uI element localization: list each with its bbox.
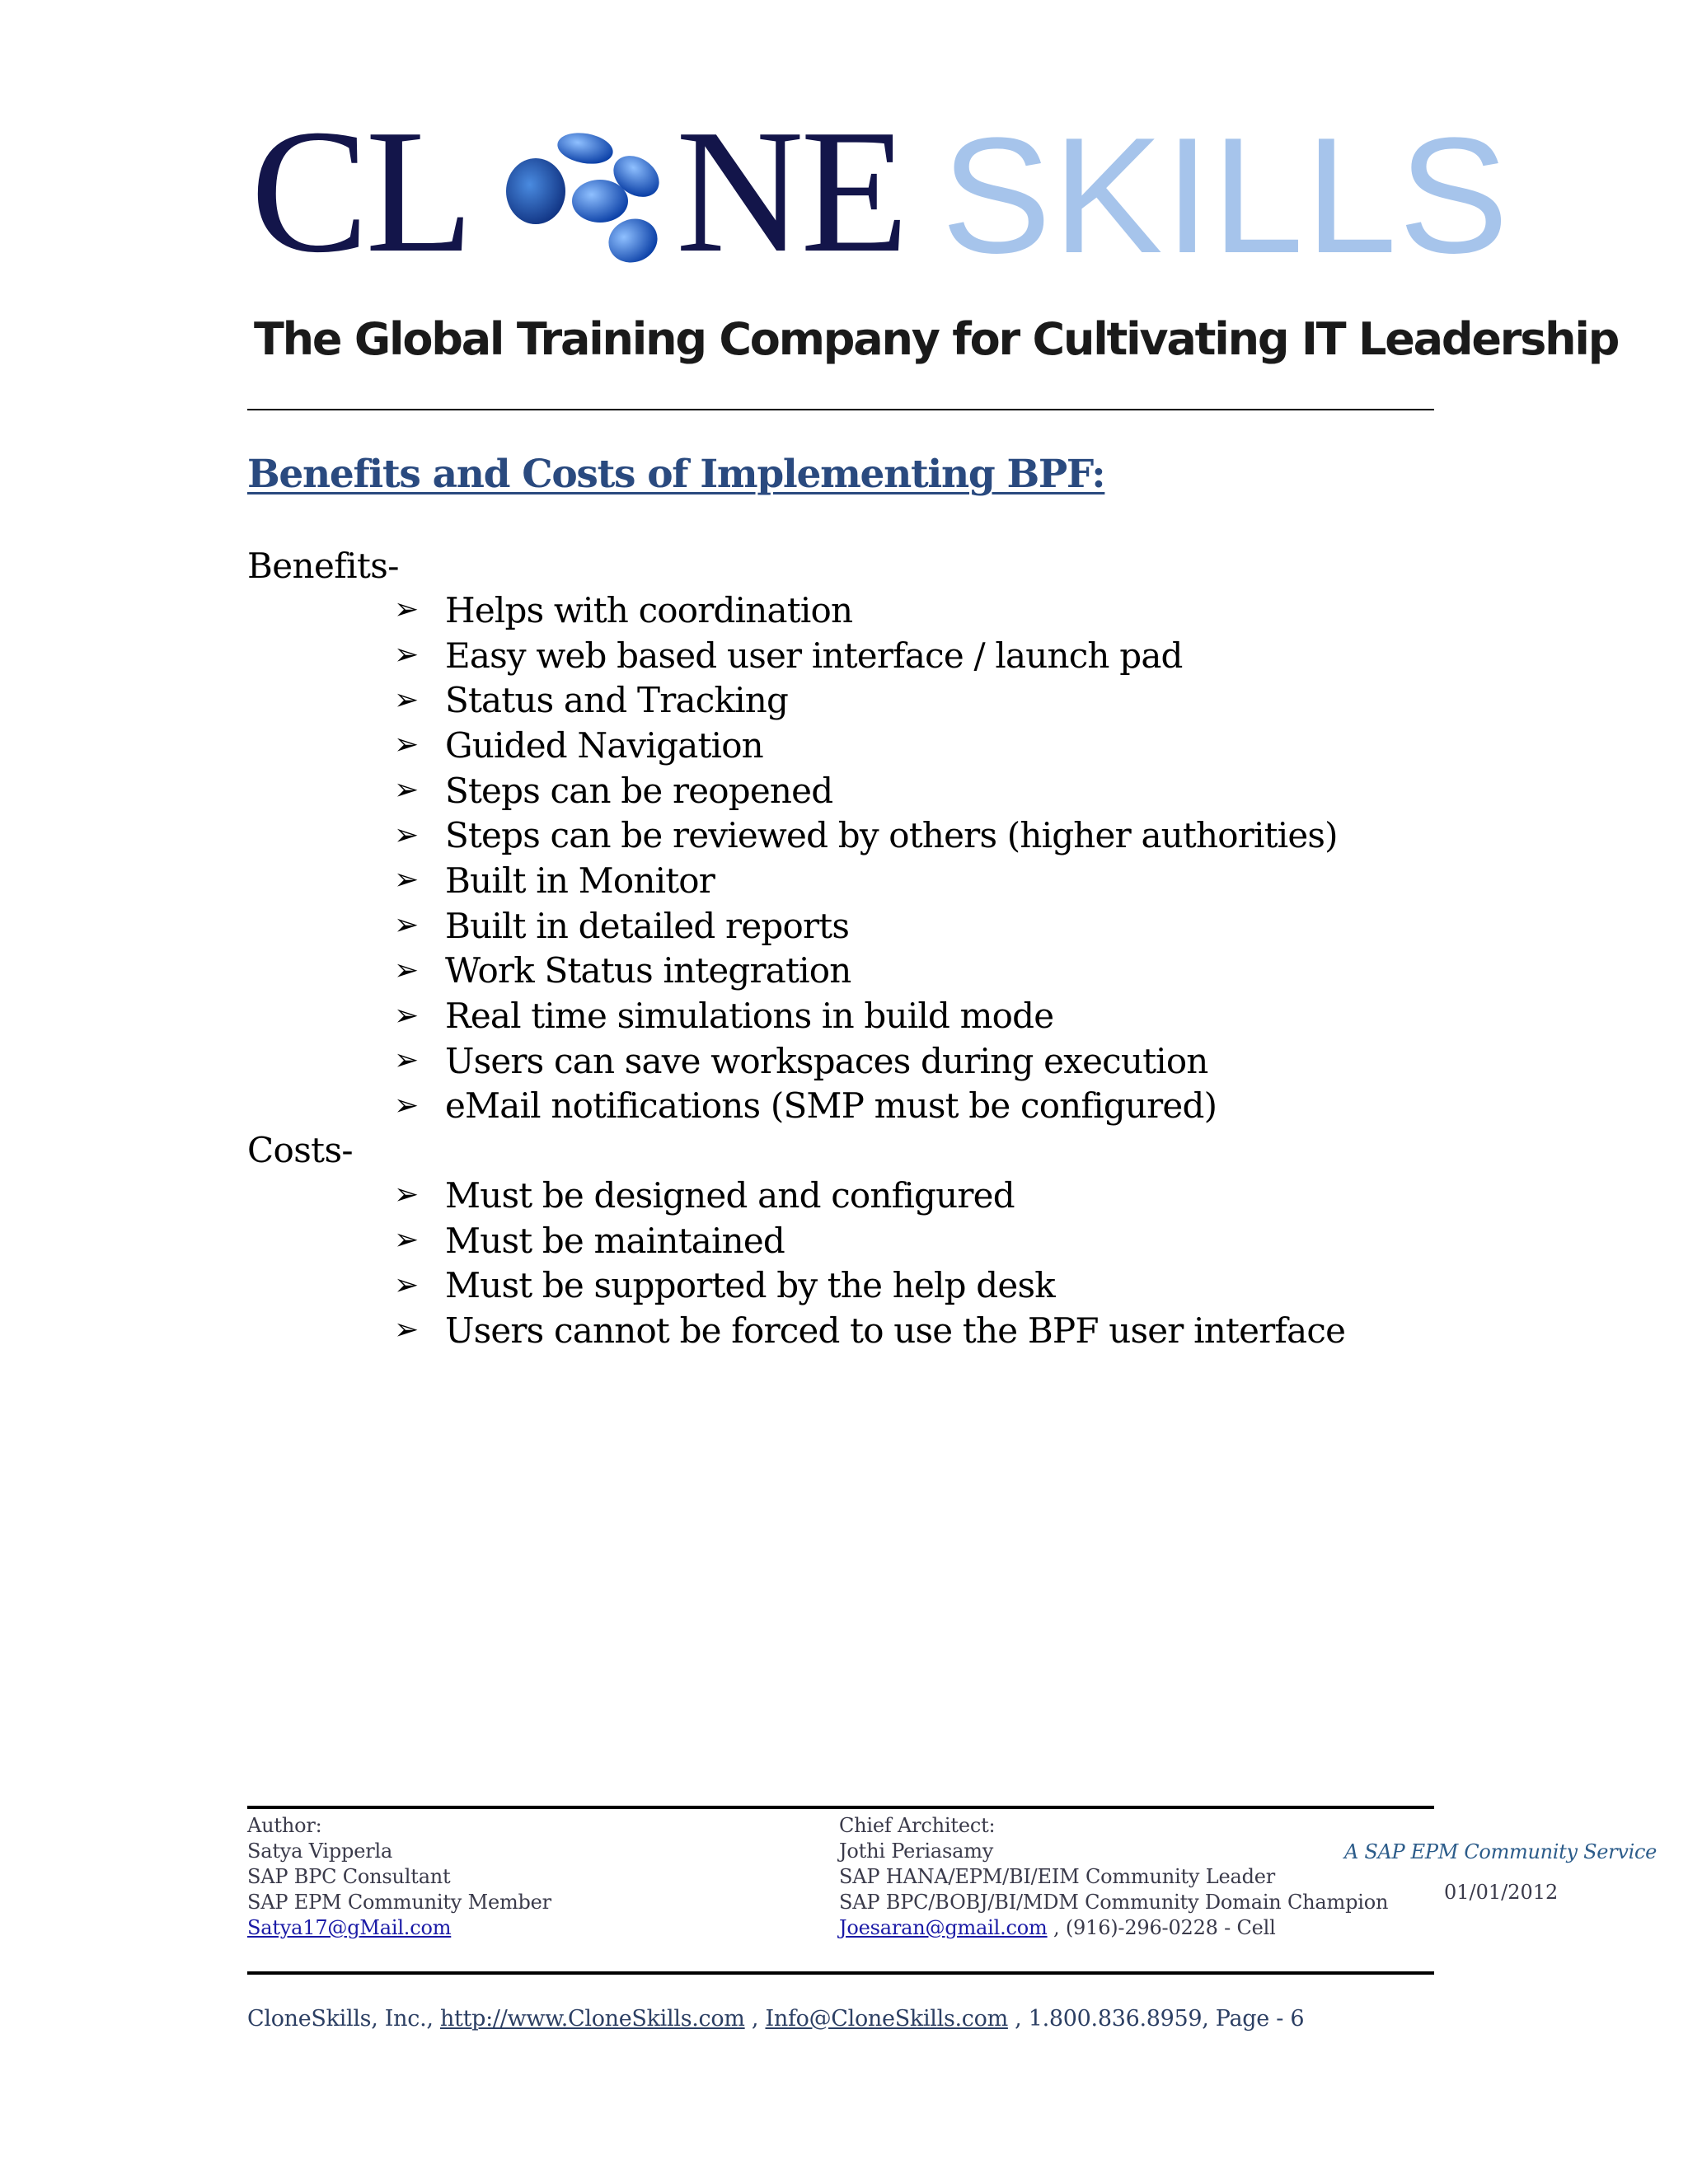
arrow-bullet-icon: ➢ bbox=[394, 1043, 420, 1078]
list-item-text: Steps can be reopened bbox=[445, 770, 833, 811]
author-name: Satya Vipperla bbox=[247, 1840, 393, 1863]
arrow-bullet-icon: ➢ bbox=[394, 1178, 420, 1212]
arrow-bullet-icon: ➢ bbox=[394, 1313, 420, 1347]
list-item bbox=[394, 993, 1338, 1038]
arrow-bullet-icon: ➢ bbox=[394, 638, 420, 673]
info-email-link[interactable]: Info@CloneSkills.com bbox=[765, 2006, 1008, 2032]
list-item bbox=[394, 633, 1338, 678]
list-item-text: Real time simulations in build mode bbox=[445, 996, 1054, 1037]
logo-dots-icon bbox=[495, 125, 684, 265]
list-item-text: Status and Tracking bbox=[445, 680, 789, 721]
arrow-bullet-icon: ➢ bbox=[394, 998, 420, 1033]
logo-text-cl: CL bbox=[251, 92, 471, 289]
architect-label: Chief Architect: bbox=[839, 1814, 996, 1837]
list-item bbox=[394, 1084, 1338, 1129]
list-item bbox=[394, 1308, 1345, 1353]
list-item-text: Built in detailed reports bbox=[445, 905, 850, 946]
list-item bbox=[394, 903, 1338, 949]
list-item bbox=[394, 677, 1338, 723]
arrow-bullet-icon: ➢ bbox=[394, 953, 420, 987]
arrow-bullet-icon: ➢ bbox=[394, 1223, 420, 1258]
list-item-text: Built in Monitor bbox=[445, 860, 715, 901]
arrow-bullet-icon: ➢ bbox=[394, 773, 420, 808]
list-item bbox=[394, 1173, 1345, 1218]
author-label: Author: bbox=[247, 1814, 322, 1837]
arrow-bullet-icon: ➢ bbox=[394, 682, 420, 717]
arrow-bullet-icon: ➢ bbox=[394, 1268, 420, 1302]
architect-phone: , (916)-296-0228 - Cell bbox=[1047, 1916, 1276, 1939]
benefits-list bbox=[394, 588, 1338, 1128]
list-item bbox=[394, 1038, 1338, 1084]
list-item bbox=[394, 858, 1338, 903]
list-item-text: Must be maintained bbox=[445, 1220, 785, 1261]
author-role: SAP BPC Consultant bbox=[247, 1865, 451, 1888]
list-item-text: Helps with coordination bbox=[445, 589, 853, 630]
list-item bbox=[394, 813, 1338, 858]
phone-page-info: , 1.800.836.8959, Page - 6 bbox=[1007, 2006, 1305, 2032]
list-item-text: Easy web based user interface / launch pad bbox=[445, 635, 1183, 676]
list-item-text: eMail notifications (SMP must be configured) bbox=[445, 1085, 1217, 1127]
arrow-bullet-icon: ➢ bbox=[394, 863, 420, 898]
architect-name: Jothi Periasamy bbox=[839, 1840, 994, 1863]
arrow-bullet-icon: ➢ bbox=[394, 593, 420, 627]
footer-top-rule bbox=[247, 1806, 1434, 1809]
list-item bbox=[394, 1263, 1345, 1308]
list-item bbox=[394, 723, 1338, 768]
list-item bbox=[394, 949, 1338, 994]
list-item bbox=[394, 768, 1338, 813]
architect-role-2: SAP BPC/BOBJ/BI/MDM Community Domain Champion bbox=[839, 1891, 1389, 1914]
list-item-text: Users can save workspaces during execution bbox=[445, 1040, 1208, 1081]
author-member: SAP EPM Community Member bbox=[247, 1891, 551, 1914]
footer-bottom-rule bbox=[247, 1971, 1434, 1975]
company-name: CloneSkills, Inc., bbox=[247, 2006, 440, 2032]
arrow-bullet-icon: ➢ bbox=[394, 728, 420, 762]
company-contact-line bbox=[247, 2006, 1304, 2032]
page-heading: Benefits and Costs of Implementing BPF: bbox=[247, 452, 1105, 497]
list-item-text: Work Status integration bbox=[445, 950, 851, 991]
document-date: 01/01/2012 bbox=[1444, 1881, 1559, 1904]
tagline: The Global Training Company for Cultivating IT Leadership bbox=[254, 313, 1619, 365]
cloneskills-logo bbox=[247, 92, 1511, 289]
header-divider bbox=[247, 409, 1434, 410]
list-item-text: Guided Navigation bbox=[445, 724, 763, 766]
author-block bbox=[247, 1813, 551, 1941]
logo-text-skills: SKILLS bbox=[941, 104, 1511, 288]
arrow-bullet-icon: ➢ bbox=[394, 1088, 420, 1122]
benefits-label: Benefits- bbox=[247, 546, 399, 586]
list-item-text: Must be supported by the help desk bbox=[445, 1265, 1055, 1306]
architect-block bbox=[839, 1813, 1388, 1941]
arrow-bullet-icon: ➢ bbox=[394, 818, 420, 852]
logo-text-ne: NE bbox=[676, 92, 906, 289]
arrow-bullet-icon: ➢ bbox=[394, 908, 420, 943]
community-service-label: A SAP EPM Community Service bbox=[1343, 1840, 1657, 1863]
architect-role-1: SAP HANA/EPM/BI/EIM Community Leader bbox=[839, 1865, 1276, 1888]
list-item bbox=[394, 1218, 1345, 1263]
costs-list bbox=[394, 1173, 1345, 1353]
list-item-text: Users cannot be forced to use the BPF user interface bbox=[445, 1310, 1346, 1351]
author-email-link[interactable]: Satya17@gMail.com bbox=[247, 1916, 452, 1939]
website-link[interactable]: http://www.CloneSkills.com bbox=[439, 2006, 745, 2032]
architect-email-link[interactable]: Joesaran@gmail.com bbox=[839, 1916, 1048, 1939]
list-item-text: Must be designed and configured bbox=[445, 1174, 1015, 1216]
costs-label: Costs- bbox=[247, 1130, 353, 1170]
list-item-text: Steps can be reviewed by others (higher authorities) bbox=[445, 815, 1338, 856]
list-item bbox=[394, 588, 1338, 633]
contact-separator: , bbox=[744, 2006, 766, 2032]
